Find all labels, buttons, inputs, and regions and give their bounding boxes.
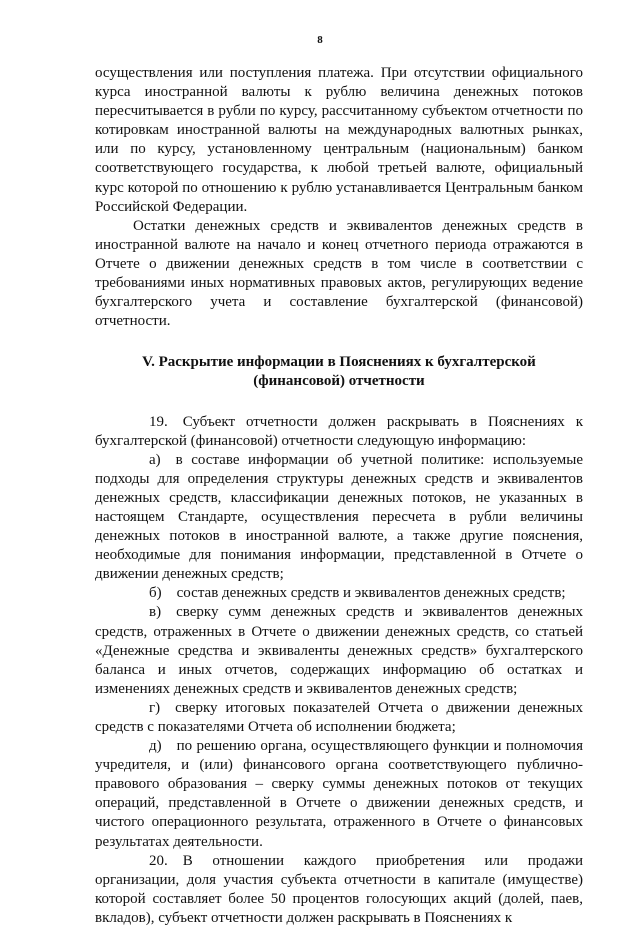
page-number: 8 [317, 34, 323, 46]
paragraph-currency-conversion: осуществления или поступления платежа. При отсутствии официального курса иностранной валюты к рублю величина денежных потоков пересчитывается в рубли по курсу, рассчитанному субъектом отчетности по котировкам иностранной валюты на международных валютных рынках, или по курсу, установленному центральным (национальным) банком соответствующего государства, к любой третьей валюте, официальный курс которой по отношению к рублю устанавливается Центральным банком Российской Федерации. [95, 65, 583, 215]
clause-19-a: а) в составе информации об учетной политике: используемые подходы для определения структуры денежных средств и эквивалентов денежных средств, классификации денежных потоков, не указанных в настоящем Стандарте, осуществления пересчета в рубли величины денежных потоков в иностранной валюте, а также другие пояснения, необходимые для понимания информации, представленной в Отчете о движении денежных средств; [95, 451, 583, 583]
section-heading [95, 353, 583, 391]
paragraph-foreign-currency-balances: Остатки денежных средств и эквивалентов денежных средств в иностранной валюте на начало и конец отчетного периода отражаются в Отчете о движении денежных средств в том числе в соответствии с требованиями иных нормативных правовых актов, регулирующих ведение бухгалтерского учета и составление бухгалтерской (финансовой) отчетности. [95, 217, 583, 330]
clause-19: 19. Субъект отчетности должен раскрывать в Пояснениях к бухгалтерской (финансовой) отчетности следующую информацию: [95, 413, 583, 449]
section-heading-line-2: (финансовой) отчетности [253, 373, 425, 390]
clause-19-v: в) сверку сумм денежных средств и эквивалентов денежных средств, отраженных в Отчете о движении денежных средств, со статьей «Денежные средства и эквиваленты денежных средств» бухгалтерского баланса и иных отчетов, содержащих информацию об остатках и изменениях денежных средств и эквивалентов денежных средств; [95, 604, 583, 697]
clause-19-b: б) состав денежных средств и эквивалентов денежных средств; [149, 585, 566, 602]
section-heading-line-1: V. Раскрытие информации в Пояснениях к бухгалтерской [142, 354, 536, 371]
clause-19-d: д) по решению органа, осуществляющего функции и полномочия учредителя, и (или) финансового органа соответствующего публично-правового образования – сверку суммы денежных потоков от текущих операций, представленной в Отчете о движении денежных средств, и чистого операционного результата, отраженного в Отчете о финансовых результатах деятельности. [95, 738, 583, 850]
clause-20: 20. В отношении каждого приобретения или продажи организации, доля участия субъекта отчетности в капитале (имуществе) которой составляет более 50 процентов голосующих акций (долей, паев, вкладов), субъект отчетности должен раскрывать в Пояснениях к [95, 852, 583, 926]
clause-19-g: г) сверку итоговых показателей Отчета о движении денежных средств с показателями Отчета об исполнении бюджета; [95, 699, 583, 735]
document-body [95, 64, 583, 928]
